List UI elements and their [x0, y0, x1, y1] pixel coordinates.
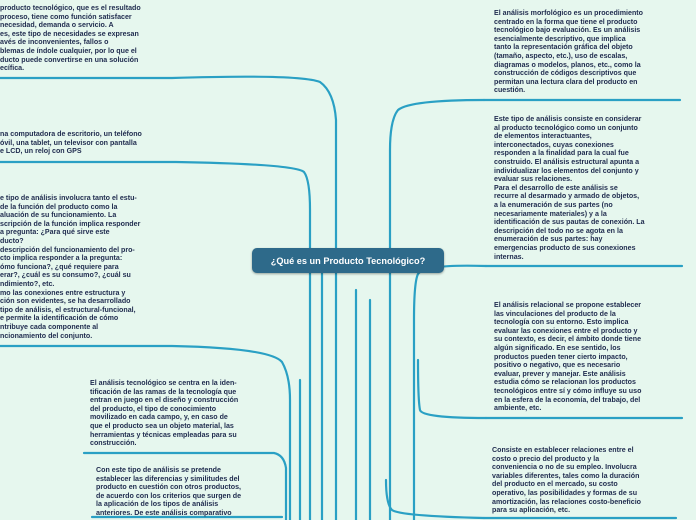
topic-definition[interactable]: producto tecnológico, que es el resultado proceso, tiene como función satisfacer necesidad, demanda o servicio. A es, este tipo de necesidades se expresan avés de inconvenientes, fallos o blemas de índole cualquier, por lo que el ducto puede convertirse en una solución ecífica. — [0, 4, 141, 73]
central-topic[interactable] — [252, 248, 444, 273]
topic-functional-analysis[interactable]: e tipo de análisis involucra tanto el estu- de la función del producto como la aluación de su funcionamiento. La scripción de la función implica responder a pregunta: ¿Para qué sirve este ducto? descripción del funcionamiento del pro- cto implica responder a la pregunta: ómo funciona?, ¿qué requiere para erar?, ¿cuál es su consumo?, ¿cuál su ndimiento?, etc. mo las conexiones entre estructura y ción son evidentes, se ha desarrollado tipo de análisis, el estructural-funcional, e permite la identificación de cómo ntribuye cada componente al ncionamiento del conjunto. — [0, 194, 141, 340]
topic-comparative-analysis[interactable]: Con este tipo de análisis se pretende establecer las diferencias y similitudes del producto en cuestión con otros productos, de acuerdo con los criterios que surgen de la aplicación de los tipos de análisis anteriores. De este análisis comparativo — [96, 466, 242, 517]
topic-structural-analysis[interactable]: Este tipo de análisis consiste en considerar al producto tecnológico como un conjunto de elementos interactuantes, interconectados, cuyas conexiones responden a la finalidad para la cual fue construido. El análisis estructural apunta a individualizar los elementos del conjunto y evaluar sus relaciones. Para el desarrollo de este análisis se recurre al desarmado y armado de objetos, a la enumeración de sus partes (no necesariamente materiales) y a la identificación de sus pautas de conexión. La descripción del todo no se agota en la enumeración de sus partes: hay emergencias producto de sus conexiones internas. — [494, 115, 645, 261]
topic-economic-analysis[interactable]: Consiste en establecer relaciones entre el costo o precio del producto y la conveniencia o no de su empleo. Involucra variables diferentes, tales como la duración del producto en el mercado, su costo operativo, las posibilidades y formas de su amortización, las relaciones costo-beneficio para su aplicación, etc. — [492, 446, 642, 515]
topic-relational-analysis[interactable]: El análisis relacional se propone establecer las vinculaciones del producto de la tecnología con su entorno. Esto implica evaluar las conexiones entre el producto y su contexto, es decir, el ámbito donde tiene algún significado. En ese sentido, los productos pueden tener cierto impacto, positivo o negativo, que es necesario evaluar, prever y manejar. Este análisis estudia cómo se relacionan los productos tecnológicos entre sí y cómo influye su uso en la esfera de la economía, del trabajo, del ambiente, etc. — [494, 301, 642, 413]
central-topic-label: ¿Qué es un Producto Tecnológico? — [270, 255, 426, 266]
topic-technological-analysis[interactable]: El análisis tecnológico se centra en la iden- tificación de las ramas de la tecnología que entran en juego en el diseño y construcción del producto, el tipo de conocimiento movilizado en cada campo, y, en caso de que el producto sea un objeto material, las herramientas y técnicas empleadas para su construcción. — [90, 379, 239, 448]
topic-morphological-analysis[interactable]: El análisis morfológico es un procedimiento centrado en la forma que tiene el producto tecnológico bajo evaluación. Es un análisis esencialmente descriptivo, que implica tanto la representación gráfica del objeto (tamaño, aspecto, etc.), uso de escalas, diagramas o modelos, planos, etc., como la construcción de códigos descriptivos que permitan una lectura clara del producto en cuestión. — [494, 9, 643, 95]
topic-examples[interactable]: na computadora de escritorio, un teléfono óvil, una tablet, un televisor con pantalla e LCD, un reloj con GPS — [0, 130, 142, 156]
